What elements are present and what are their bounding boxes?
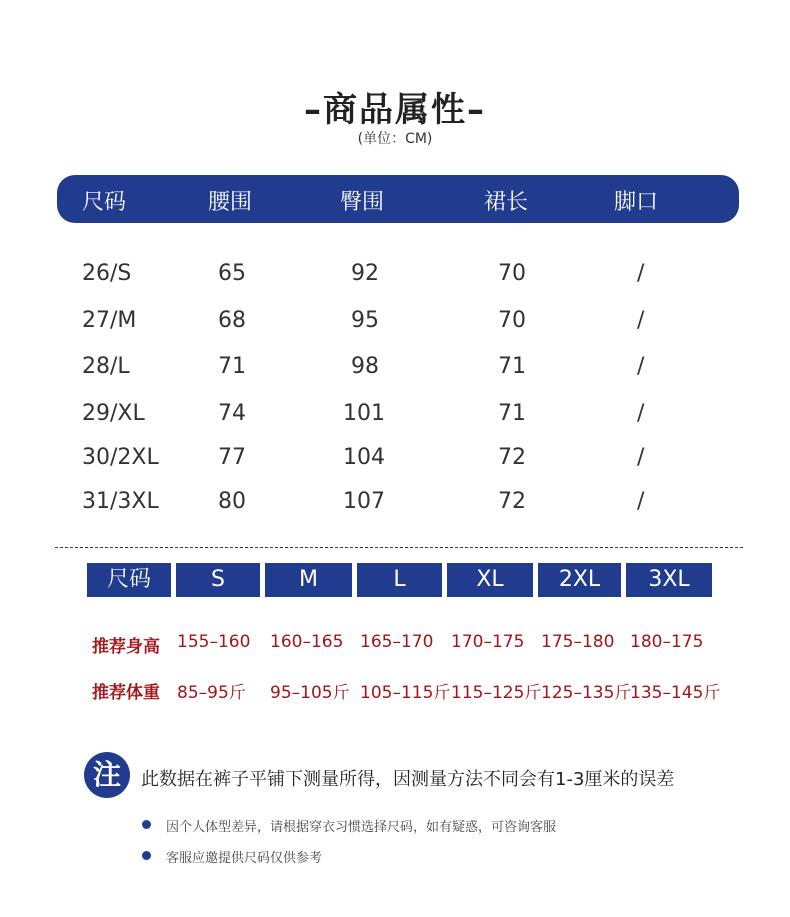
weight-label: 推荐体重 [92,683,160,703]
table-row [0,308,790,338]
cell-size: 26/S [82,261,132,286]
cell-hip: 101 [343,401,385,426]
weight-value: 105–115斤 [360,683,451,703]
cell-hip: 98 [351,354,379,379]
cell-hem: / [637,261,645,286]
weight-value: 115–125斤 [451,683,542,703]
cell-length: 70 [498,308,526,333]
note-text: 此数据在裤子平铺下测量所得，因测量方法不同会有1-3厘米的误差 [141,769,675,790]
height-value: 170–175 [451,632,525,652]
cell-size: 30/2XL [82,445,159,470]
cell-size: 27/M [82,308,137,333]
size-bar-label: 尺码 [87,563,171,597]
weight-value: 125–135斤 [541,683,632,703]
size-cell: S [176,563,260,597]
height-label: 推荐身高 [92,637,160,657]
page-title: –商品属性– [304,90,486,130]
cell-length: 72 [498,489,526,514]
header-waist: 腰围 [208,190,253,215]
header-size: 尺码 [82,190,127,215]
cell-waist: 74 [218,401,246,426]
height-value: 165–170 [360,632,434,652]
size-cell: 2XL [538,563,621,597]
cell-hem: / [637,354,645,379]
table-row [0,445,790,475]
cell-hem: / [637,489,645,514]
cell-waist: 71 [218,354,246,379]
note-icon: 注 [84,752,130,798]
size-cell: M [265,563,352,597]
dashed-divider [55,547,743,548]
cell-size: 31/3XL [82,489,159,514]
weight-value: 135–145斤 [630,683,721,703]
bullet-dot-icon [142,820,151,829]
note-bullet: 客服应邀提供尺码仅供参考 [166,851,323,866]
height-value: 155–160 [177,632,251,652]
table-row [0,354,790,384]
cell-hem: / [637,308,645,333]
table-row [0,489,790,519]
weight-value: 95–105斤 [270,683,350,703]
height-value: 160–165 [270,632,344,652]
header-skirt-length: 裙长 [484,190,529,215]
cell-waist: 77 [218,445,246,470]
height-value: 180–175 [630,632,704,652]
table-header [57,175,739,223]
cell-waist: 68 [218,308,246,333]
weight-value: 85–95斤 [177,683,246,703]
recommended-height-row [0,632,790,658]
height-value: 175–180 [541,632,615,652]
size-cell: L [357,563,442,597]
cell-size: 28/L [82,354,130,379]
cell-hip: 95 [351,308,379,333]
cell-hip: 92 [351,261,379,286]
table-row [0,401,790,431]
recommended-weight-row [0,678,790,704]
cell-hip: 107 [343,489,385,514]
header-hip: 臀围 [340,190,385,215]
cell-length: 70 [498,261,526,286]
cell-hem: / [637,445,645,470]
cell-length: 72 [498,445,526,470]
unit-subtitle: (单位：CM) [357,131,433,147]
cell-hip: 104 [343,445,385,470]
size-cell: XL [447,563,533,597]
table-row [0,261,790,291]
cell-hem: / [637,401,645,426]
cell-waist: 80 [218,489,246,514]
cell-waist: 65 [218,261,246,286]
note-bullet: 因个人体型差异，请根据穿衣习惯选择尺码，如有疑惑，可咨询客服 [166,820,557,835]
size-cell: 3XL [626,563,712,597]
cell-length: 71 [498,354,526,379]
cell-length: 71 [498,401,526,426]
cell-size: 29/XL [82,401,145,426]
header-hem: 脚口 [614,190,659,215]
bullet-dot-icon [142,851,151,860]
